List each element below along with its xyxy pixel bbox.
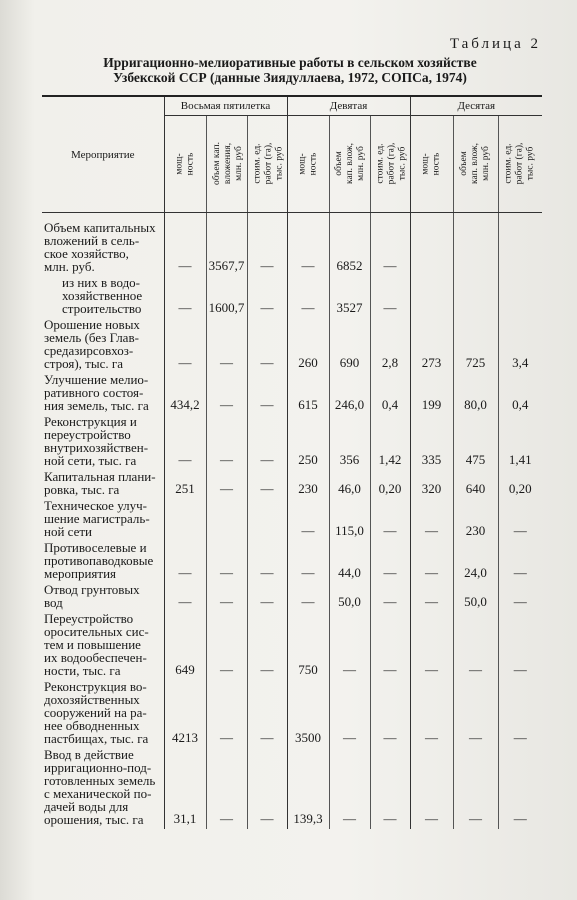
header-group-10: Десятая <box>410 96 542 116</box>
header-group-9: Девятая <box>287 96 410 116</box>
row-label <box>42 680 164 748</box>
table-cell: — <box>329 680 370 748</box>
table-cell: 50,0 <box>453 583 498 612</box>
header-sub-label: стоим. ед. работ (га), тыс. руб <box>503 142 536 185</box>
row-label <box>42 373 164 415</box>
table-cell: 46,0 <box>329 470 370 499</box>
table-cell: — <box>247 541 287 583</box>
table-cell: — <box>453 612 498 680</box>
row-label <box>42 612 164 680</box>
table-cell: 6852 <box>329 221 370 276</box>
row-label-line: мероприятия <box>44 566 117 581</box>
table-row <box>42 373 542 415</box>
row-label-line: средазирсовхоз- <box>44 343 134 358</box>
table-cell: 260 <box>287 318 329 373</box>
table-cell: — <box>453 680 498 748</box>
data-table <box>42 95 542 829</box>
row-label-line: строя), тыс. га <box>44 356 123 371</box>
row-sublabel-line: строительство <box>62 301 142 316</box>
table-cell: 1,41 <box>498 415 542 470</box>
table-row <box>42 221 542 276</box>
table-title <box>40 55 540 85</box>
table-cell: 3,4 <box>498 318 542 373</box>
header-sub-label: стоим. ед. работ (га), тыс. руб <box>374 142 407 185</box>
table-cell: 0,4 <box>498 373 542 415</box>
row-label-line: сооружений на ра- <box>44 705 147 720</box>
table-cell: 434,2 <box>164 373 206 415</box>
row-label-line: готовленных земель <box>44 773 156 788</box>
table-cell: — <box>370 221 410 276</box>
row-label <box>42 415 164 470</box>
table-cell: — <box>247 373 287 415</box>
row-label-line: с механической по- <box>44 786 152 801</box>
row-label <box>42 221 164 276</box>
table-cell: 230 <box>453 499 498 541</box>
row-label-line: ирригационно-под- <box>44 760 152 775</box>
table-cell: — <box>247 470 287 499</box>
table-cell: — <box>164 318 206 373</box>
table-cell: 0,20 <box>498 470 542 499</box>
table-row <box>42 499 542 541</box>
row-label-line: ности, тыс. га <box>44 663 121 678</box>
table-cell: 2,8 <box>370 318 410 373</box>
table-cell: 690 <box>329 318 370 373</box>
table-cell: — <box>247 318 287 373</box>
row-label-line: нее обводненных <box>44 718 140 733</box>
table-cell: — <box>287 541 329 583</box>
row-sublabel-line: хозяйственное <box>62 288 143 303</box>
header-sub-label: мощ- ность <box>174 152 195 175</box>
table-cell: — <box>164 221 206 276</box>
table-cell: — <box>370 612 410 680</box>
table-row <box>42 612 542 680</box>
table-cell <box>247 499 287 541</box>
table-cell: — <box>410 612 453 680</box>
header-group-row <box>42 96 542 116</box>
table-row <box>42 318 542 373</box>
row-label-line: млн. руб. <box>44 259 95 274</box>
header-sub-label: мощ- ность <box>297 152 318 175</box>
row-label-line: Объем капитальных <box>44 220 156 235</box>
row-label-line: вод <box>44 595 63 610</box>
row-label <box>42 276 164 318</box>
table-cell: — <box>498 583 542 612</box>
title-line-2: Узбекской ССР (данные Зиядуллаева, 1972, СОПСа, 1974) <box>113 70 467 85</box>
table-cell <box>164 499 206 541</box>
header-sub10-col-2 <box>498 116 542 213</box>
table-cell: — <box>370 276 410 318</box>
row-label-line: ративного состоя- <box>44 385 144 400</box>
table-cell <box>410 221 453 276</box>
table-cell: — <box>498 541 542 583</box>
table-cell: — <box>206 680 247 748</box>
table-cell: 139,3 <box>287 748 329 829</box>
table-cell: 250 <box>287 415 329 470</box>
row-label-line: переустройство <box>44 427 131 442</box>
table-cell: 24,0 <box>453 541 498 583</box>
table-cell: 50,0 <box>329 583 370 612</box>
table-cell: — <box>206 470 247 499</box>
table-cell: 230 <box>287 470 329 499</box>
table-cell: 251 <box>164 470 206 499</box>
table-cell: 0,20 <box>370 470 410 499</box>
table-cell: 356 <box>329 415 370 470</box>
header-sub8-col-2 <box>247 116 287 213</box>
table-number: Таблица 2 <box>449 36 541 52</box>
row-label-line: ское хозяйство, <box>44 246 129 261</box>
table-cell: — <box>453 748 498 829</box>
table-cell: — <box>164 276 206 318</box>
row-label-line: ной сети, тыс. га <box>44 453 137 468</box>
header-sub8-col-1 <box>206 116 247 213</box>
table-cell: 750 <box>287 612 329 680</box>
row-label-line: Техническое улуч- <box>44 498 147 513</box>
row-label-line: орошения, тыс. га <box>44 812 144 827</box>
row-label-line: Орошение новых <box>44 317 140 332</box>
table-row <box>42 583 542 612</box>
table-cell <box>498 276 542 318</box>
header-sub9-col-0 <box>287 116 329 213</box>
table-cell: — <box>287 583 329 612</box>
header-sub10-col-1 <box>453 116 498 213</box>
table-row <box>42 541 542 583</box>
table-cell: 31,1 <box>164 748 206 829</box>
header-sub-label: объем кап. влож, млн. руб <box>333 143 366 184</box>
row-label-line: Ввод в действие <box>44 747 134 762</box>
table-cell: — <box>164 541 206 583</box>
table-cell: — <box>206 318 247 373</box>
table-cell: — <box>498 680 542 748</box>
row-label-line: пастбищах, тыс. га <box>44 731 149 746</box>
table-cell: 725 <box>453 318 498 373</box>
table-body <box>42 213 542 830</box>
table-cell: — <box>247 415 287 470</box>
row-label-line: Отвод грунтовых <box>44 582 140 597</box>
table-cell: — <box>206 373 247 415</box>
row-label-line: Реконструкция и <box>44 414 137 429</box>
row-label-line: земель (без Глав- <box>44 330 139 345</box>
table-cell: — <box>329 748 370 829</box>
row-label-line: противопаводковые <box>44 553 154 568</box>
table-cell: 640 <box>453 470 498 499</box>
table-row <box>42 276 542 318</box>
row-label-line: внутрихозяйствен- <box>44 440 149 455</box>
table-cell: — <box>206 612 247 680</box>
table-cell: 3527 <box>329 276 370 318</box>
table-cell <box>498 221 542 276</box>
table-cell: 649 <box>164 612 206 680</box>
row-label-line: ния земель, тыс. га <box>44 398 149 413</box>
table-cell: — <box>410 583 453 612</box>
table-row <box>42 680 542 748</box>
row-label-line: их водообеспечен- <box>44 650 147 665</box>
table-cell: 273 <box>410 318 453 373</box>
table-cell: — <box>247 680 287 748</box>
row-label-line: Реконструкция во- <box>44 679 147 694</box>
table-cell <box>453 276 498 318</box>
row-label <box>42 541 164 583</box>
table-cell: — <box>247 612 287 680</box>
table-cell <box>410 276 453 318</box>
row-label-line: ровка, тыс. га <box>44 482 120 497</box>
row-label-line: Переустройство <box>44 611 134 626</box>
table-cell: 44,0 <box>329 541 370 583</box>
row-label-line: дачей воды для <box>44 799 129 814</box>
table-cell <box>453 221 498 276</box>
header-sub-label: объем кап. влож, млн. руб <box>459 143 492 184</box>
table-cell: — <box>498 748 542 829</box>
table-cell: — <box>370 748 410 829</box>
table-cell: — <box>164 415 206 470</box>
row-label-line: тем и повышение <box>44 637 141 652</box>
table-cell: — <box>287 221 329 276</box>
row-label <box>42 583 164 612</box>
table-cell: — <box>247 748 287 829</box>
table-cell: — <box>164 583 206 612</box>
header-sub8-col-0 <box>164 116 206 213</box>
row-label <box>42 318 164 373</box>
table-cell: — <box>206 541 247 583</box>
table-cell: 115,0 <box>329 499 370 541</box>
header-sub9-col-1 <box>329 116 370 213</box>
table-cell: — <box>498 499 542 541</box>
table-cell: 199 <box>410 373 453 415</box>
row-label-line: вложений в сель- <box>44 233 140 248</box>
header-sub9-col-2 <box>370 116 410 213</box>
row-label-line: шение магистраль- <box>44 511 150 526</box>
table-cell: 4213 <box>164 680 206 748</box>
table-cell: — <box>247 583 287 612</box>
table-cell: — <box>287 276 329 318</box>
table-row <box>42 470 542 499</box>
table-row <box>42 748 542 829</box>
header-measure: Мероприятие <box>42 96 164 213</box>
row-label-line: Капитальная плани- <box>44 469 156 484</box>
table-cell: 615 <box>287 373 329 415</box>
row-label-line: Улучшение мелио- <box>44 372 149 387</box>
table-cell: 475 <box>453 415 498 470</box>
table-cell: — <box>410 541 453 583</box>
row-label-line: ной сети <box>44 524 93 539</box>
row-label <box>42 470 164 499</box>
table-cell: 1600,7 <box>206 276 247 318</box>
table-cell <box>206 499 247 541</box>
table-cell: — <box>370 583 410 612</box>
table-cell: — <box>206 748 247 829</box>
title-line-1: Ирригационно-мелиоративные работы в сельском хозяйстве <box>103 55 477 70</box>
row-label <box>42 748 164 829</box>
table-cell: 320 <box>410 470 453 499</box>
header-sub-label: мощ- ность <box>420 152 442 175</box>
row-sublabel-line: из них в водо- <box>62 275 141 290</box>
table-cell: — <box>287 499 329 541</box>
table-cell: 80,0 <box>453 373 498 415</box>
row-label-line: оросительных сис- <box>44 624 149 639</box>
row-label-line: дохозяйственных <box>44 692 140 707</box>
table-cell: — <box>370 680 410 748</box>
table-cell: — <box>370 541 410 583</box>
table-cell: 0,4 <box>370 373 410 415</box>
table-cell: — <box>410 680 453 748</box>
header-sub-label: стоим. ед. работ (га), тыс. руб <box>251 142 284 185</box>
table-cell: 3500 <box>287 680 329 748</box>
table-cell: — <box>410 499 453 541</box>
table-cell: — <box>247 221 287 276</box>
table-row <box>42 415 542 470</box>
table-cell: — <box>247 276 287 318</box>
header-sub-label: объем кап. вложения, млн. руб <box>211 142 244 185</box>
table-cell: — <box>206 415 247 470</box>
header-sub10-col-0 <box>410 116 453 213</box>
header-group-8: Восьмая пятилетка <box>164 96 287 116</box>
table-cell: 335 <box>410 415 453 470</box>
row-label-line: Противоселевые и <box>44 540 147 555</box>
table-cell: 246,0 <box>329 373 370 415</box>
table-cell: — <box>329 612 370 680</box>
table-cell: — <box>370 499 410 541</box>
table-cell: — <box>410 748 453 829</box>
row-label <box>42 499 164 541</box>
table-cell: — <box>498 612 542 680</box>
table-cell: — <box>206 583 247 612</box>
table-cell: 1,42 <box>370 415 410 470</box>
table-cell: 3567,7 <box>206 221 247 276</box>
